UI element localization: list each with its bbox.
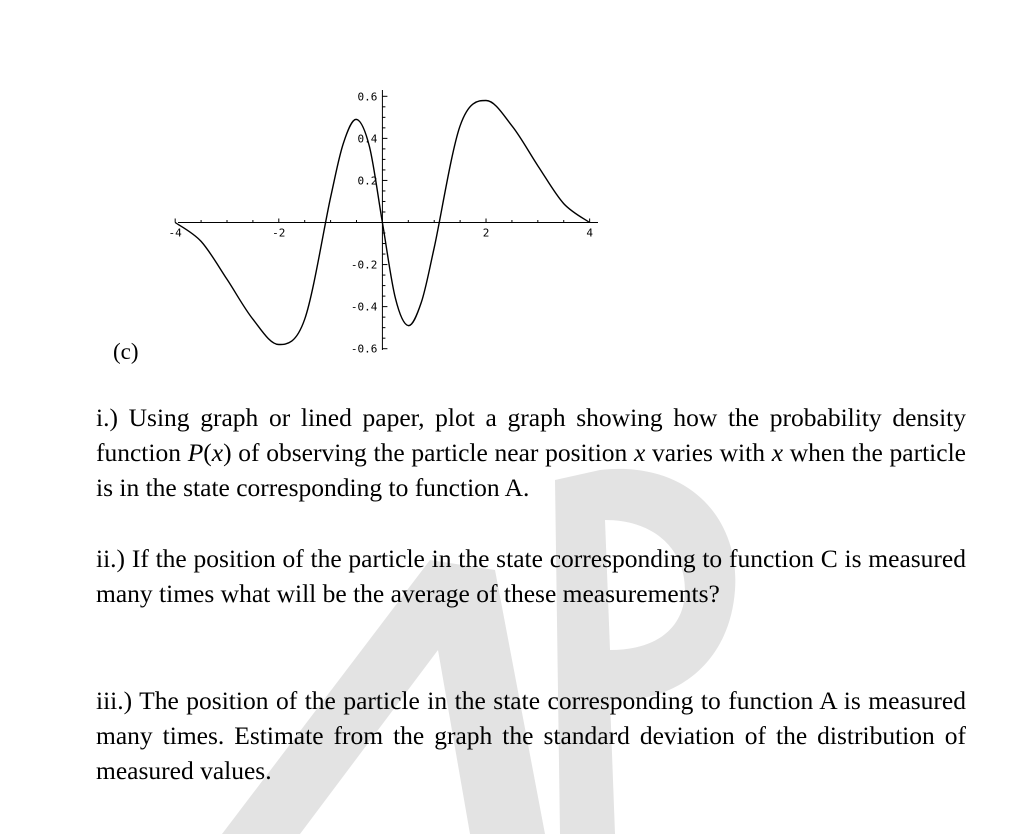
y-tick-label: 0.6 <box>357 90 378 104</box>
x-tick-label: -2 <box>272 226 286 240</box>
question-2 <box>96 541 966 611</box>
symbol-x: x <box>211 438 224 467</box>
question-2-label: ii.) <box>96 544 126 573</box>
symbol-p: P <box>187 438 204 467</box>
question-1-text-4: varies with <box>645 438 772 467</box>
part-label: (c) <box>113 339 139 364</box>
x-tick-label: -4 <box>168 226 182 240</box>
symbol-x: x <box>634 438 646 467</box>
question-3-text: The position of the particle in the state corresponding to function A is measured many times. Estimate from the graph the standard deviation of the distribution of measured values. <box>96 686 966 785</box>
question-1-text-2: ( <box>203 438 212 467</box>
wavefunction-plot <box>150 80 610 370</box>
y-tick-label: -0.4 <box>350 300 378 314</box>
question-1-text-5: when the particle is in the state corresponding to function A. <box>96 438 966 502</box>
y-tick-label: 0.2 <box>357 174 378 188</box>
plot-axes <box>178 90 598 350</box>
y-tick-label: -0.6 <box>350 342 378 356</box>
question-2-text: If the position of the particle in the state corresponding to function C is measured many times what will be the average of these measurements? <box>96 544 966 608</box>
question-3 <box>96 683 966 788</box>
x-tick-label: 2 <box>482 226 490 240</box>
question-1-text-3: ) of observing the particle near position <box>223 438 635 467</box>
plot-tick-labels <box>169 90 594 355</box>
question-1 <box>96 400 966 505</box>
question-1-text-1: Using graph or lined paper, plot a graph showing how the probability density function <box>96 403 966 467</box>
question-1-label: i.) <box>96 403 118 432</box>
y-tick-label: -0.2 <box>350 258 378 272</box>
y-tick-label: 0.4 <box>357 132 378 146</box>
symbol-x: x <box>771 438 784 467</box>
x-tick-label: 4 <box>586 226 593 240</box>
question-3-label: iii.) <box>96 686 133 715</box>
